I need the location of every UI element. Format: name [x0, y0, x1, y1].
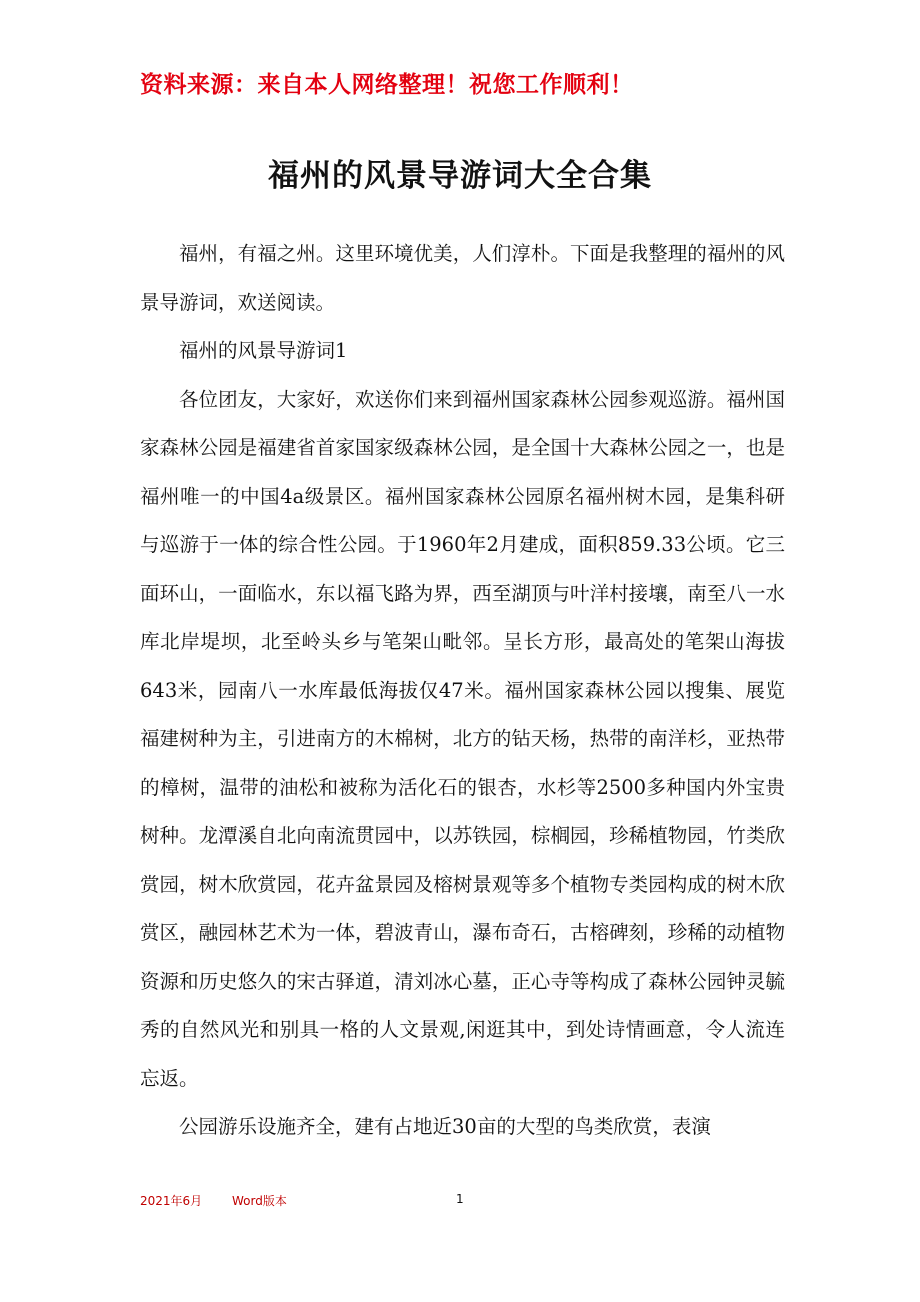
source-note: 资料来源：来自本人网络整理！祝您工作顺利！	[140, 72, 634, 98]
page-title: 福州的风景导游词大全合集	[268, 158, 652, 194]
footer-date: 2021年6月	[140, 1194, 203, 1208]
intro-paragraph: 福州，有福之州。这里环境优美，人们淳朴。下面是我整理的福州的风景导游词，欢送阅读。	[140, 242, 785, 314]
footer-version: Word版本	[232, 1194, 287, 1208]
body-paragraph: 公园游乐设施齐全，建有占地近30亩的大型的鸟类欣赏，表演	[179, 1115, 711, 1138]
body-paragraph: 各位团友，大家好，欢送你们来到福州国家森林公园参观巡游。福州国家森林公园是福建省首家国家级森林公园，是全国十大森林公园之一，也是福州唯一的中国4a级景区。福州国家森林公园原名福州树木园，是集科研与巡游于一体的综合性公园。于1960年2月建成，面积859.33公顷。它三面环山，一面临水，东以福飞路为界，西至湖顶与叶洋村接壤，南至八一水库北岸堤坝，北至岭头乡与笔架山毗邻。呈长方形，最高处的笔架山海拔643米，园南八一水库最低海拔仅47米。福州国家森林公园以搜集、展览福建树种为主，引进南方的木棉树，北方的钻天杨，热带的南洋杉，亚热带的樟树，温带的油松和被称为活化石的银杏，水杉等2500多种国内外宝贵树种。龙潭溪自北向南流贯园中，以苏铁园，棕榈园，珍稀植物园，竹类欣赏园，树木欣赏园，花卉盆景园及榕树景观等多个植物专类园构成的树木欣赏区，融园林艺术为一体，碧波青山，瀑布奇石，古榕碑刻，珍稀的动植物资源和历史悠久的宋古驿道，清刘冰心墓，正心寺等构成了森林公园钟灵毓秀的自然风光和别具一格的人文景观,闲逛其中，到处诗情画意，令人流连忘返。	[140, 387, 785, 1090]
section-heading: 福州的风景导游词1	[179, 339, 348, 362]
page-number: 1	[456, 1192, 464, 1206]
page-footer	[140, 1192, 780, 1212]
document-body	[140, 230, 785, 1152]
